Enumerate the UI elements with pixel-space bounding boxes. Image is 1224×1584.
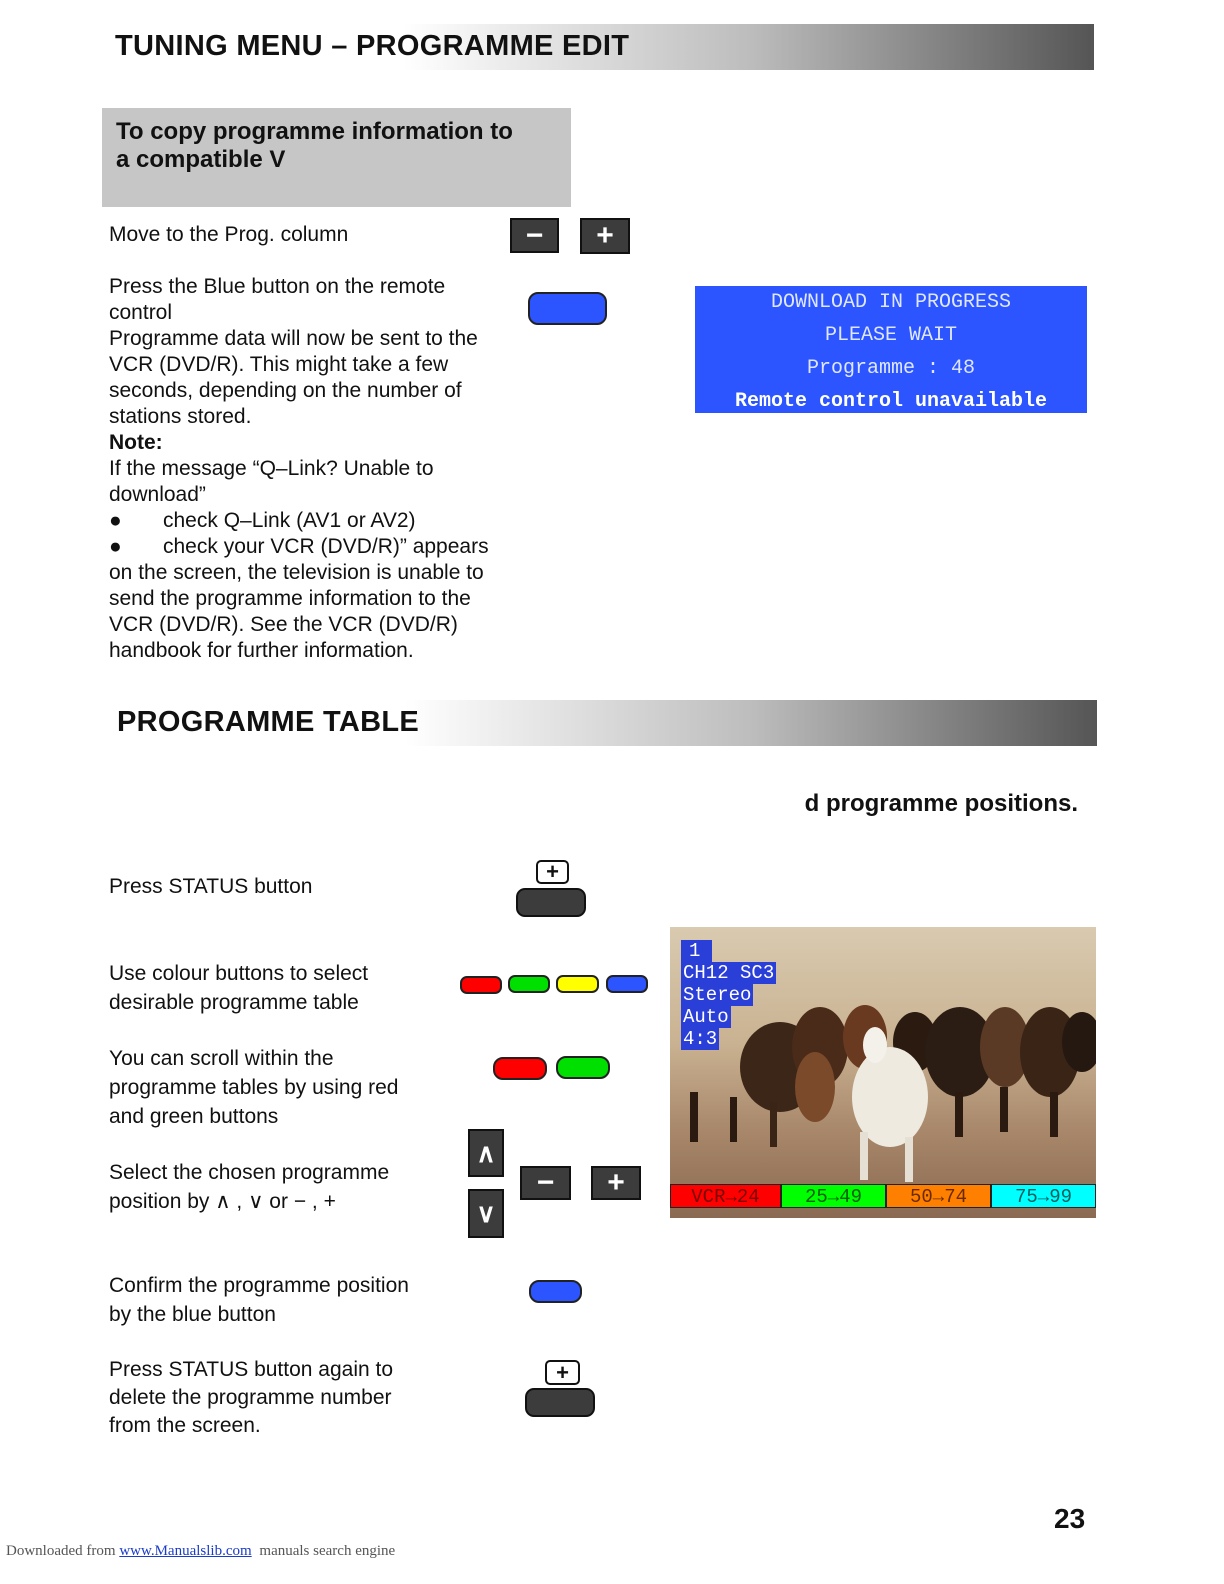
info-line: 4:3 (683, 1028, 718, 1050)
text-line: Press STATUS button again to (109, 1358, 394, 1381)
status-button-icon (525, 1360, 595, 1418)
step-status-again (109, 1356, 393, 1440)
channel-info (681, 940, 776, 1050)
text-line: Use colour buttons to select (109, 962, 369, 985)
step-press-status: Press STATUS button (109, 875, 313, 898)
step-colour-buttons (109, 959, 368, 1017)
down-key: ∨ (468, 1189, 504, 1238)
bullet-item (109, 508, 529, 534)
section-banner-programme-table (109, 700, 1097, 746)
footer-downloaded: Downloaded from (6, 1543, 116, 1559)
text-line: send the programme information to the (109, 587, 471, 610)
status-plus-icon: + (536, 860, 569, 884)
info-line: 1 (681, 940, 712, 962)
text-line: on the screen, the television is unable to (109, 561, 484, 584)
text-line: delete the programme number (109, 1386, 392, 1409)
bar-orange: 50→74 (886, 1184, 991, 1208)
text-line: by the blue button (109, 1303, 276, 1326)
text-line: seconds, depending on the number of (109, 379, 462, 402)
text-line: and green buttons (109, 1105, 279, 1128)
tv-screen (670, 927, 1096, 1218)
footer-tagline: manuals search engine (259, 1543, 396, 1559)
text-line: control (109, 301, 173, 324)
yellow-button-icon (556, 975, 599, 993)
osd-line: Programme : 48 (806, 357, 976, 380)
step-select-position (109, 1158, 389, 1216)
bullet-text: check Q–Link (AV1 or AV2) (163, 509, 416, 532)
plus-key: + (580, 218, 630, 254)
blue-button-icon (606, 975, 648, 993)
bullet-icon: ● (109, 535, 122, 558)
section-title: PROGRAMME TABLE (117, 706, 420, 738)
osd-line: DOWNLOAD IN PROGRESS (770, 291, 1012, 314)
bullet-icon: ● (109, 509, 122, 532)
up-key: ∧ (468, 1129, 504, 1177)
page-number: 23 (1054, 1503, 1086, 1534)
programme-table-bar (670, 1184, 1096, 1208)
green-button-icon (556, 1056, 610, 1079)
status-key (525, 1388, 595, 1417)
text-line: stations stored. (109, 405, 252, 428)
text-line: Confirm the programme position (109, 1274, 409, 1297)
info-box-line1: To copy programme information to (116, 118, 513, 145)
text-line: desirable programme table (109, 991, 359, 1014)
minus-key: − (520, 1166, 571, 1200)
footer-source (6, 1543, 395, 1560)
note-label: Note: (109, 431, 163, 454)
bar-cyan: 75→99 (991, 1184, 1096, 1208)
status-key (516, 888, 586, 917)
osd-line-bold: Remote control unavailable (734, 390, 1048, 413)
red-button-icon (493, 1057, 547, 1080)
red-button-icon (460, 976, 502, 994)
text-line: position by ∧ , ∨ or − , + (109, 1190, 336, 1213)
text-line: VCR (DVD/R). This might take a few (109, 353, 449, 376)
step-move-prog: Move to the Prog. column (109, 223, 349, 246)
step-scroll (109, 1044, 398, 1131)
text-line: from the screen. (109, 1414, 261, 1437)
text-line: Programme data will now be sent to the (109, 327, 478, 350)
osd-line: PLEASE WAIT (824, 324, 958, 347)
text-line: If the message “Q–Link? Unable to (109, 457, 434, 480)
bullet-item (109, 534, 529, 560)
step-confirm (109, 1271, 409, 1329)
section-title: TUNING MENU – PROGRAMME EDIT (115, 30, 630, 62)
info-box (102, 108, 571, 207)
blue-button-icon (529, 1280, 582, 1303)
bar-green: 25→49 (781, 1184, 886, 1208)
status-button-icon (516, 860, 586, 918)
info-line: Auto (683, 1006, 729, 1028)
text-line: download” (109, 483, 206, 506)
download-osd (695, 286, 1087, 413)
step-blue-button (109, 274, 529, 664)
bullet-text: check your VCR (DVD/R)” appears (163, 535, 489, 558)
info-line: Stereo (683, 984, 752, 1006)
blue-button-icon (528, 292, 607, 325)
green-button-icon (508, 975, 550, 993)
text-line: handbook for further information. (109, 639, 414, 662)
bar-red: VCR→24 (670, 1184, 781, 1208)
plus-key: + (591, 1166, 641, 1200)
info-line: CH12 SC3 (683, 962, 775, 984)
text-line: Press the Blue button on the remote (109, 275, 446, 298)
minus-key: − (510, 218, 559, 253)
text-line: Select the chosen programme (109, 1161, 390, 1184)
section-subtitle: d programme positions. (804, 790, 1078, 817)
info-box-line2: a compatible V (116, 146, 286, 173)
text-line: VCR (DVD/R). See the VCR (DVD/R) (109, 613, 458, 636)
text-line: You can scroll within the (109, 1047, 334, 1070)
text-line: programme tables by using red (109, 1076, 399, 1099)
section-banner-tuning (107, 24, 1094, 70)
footer-site-link[interactable]: www.Manualslib.com (119, 1543, 252, 1559)
status-plus-icon: + (545, 1360, 580, 1385)
